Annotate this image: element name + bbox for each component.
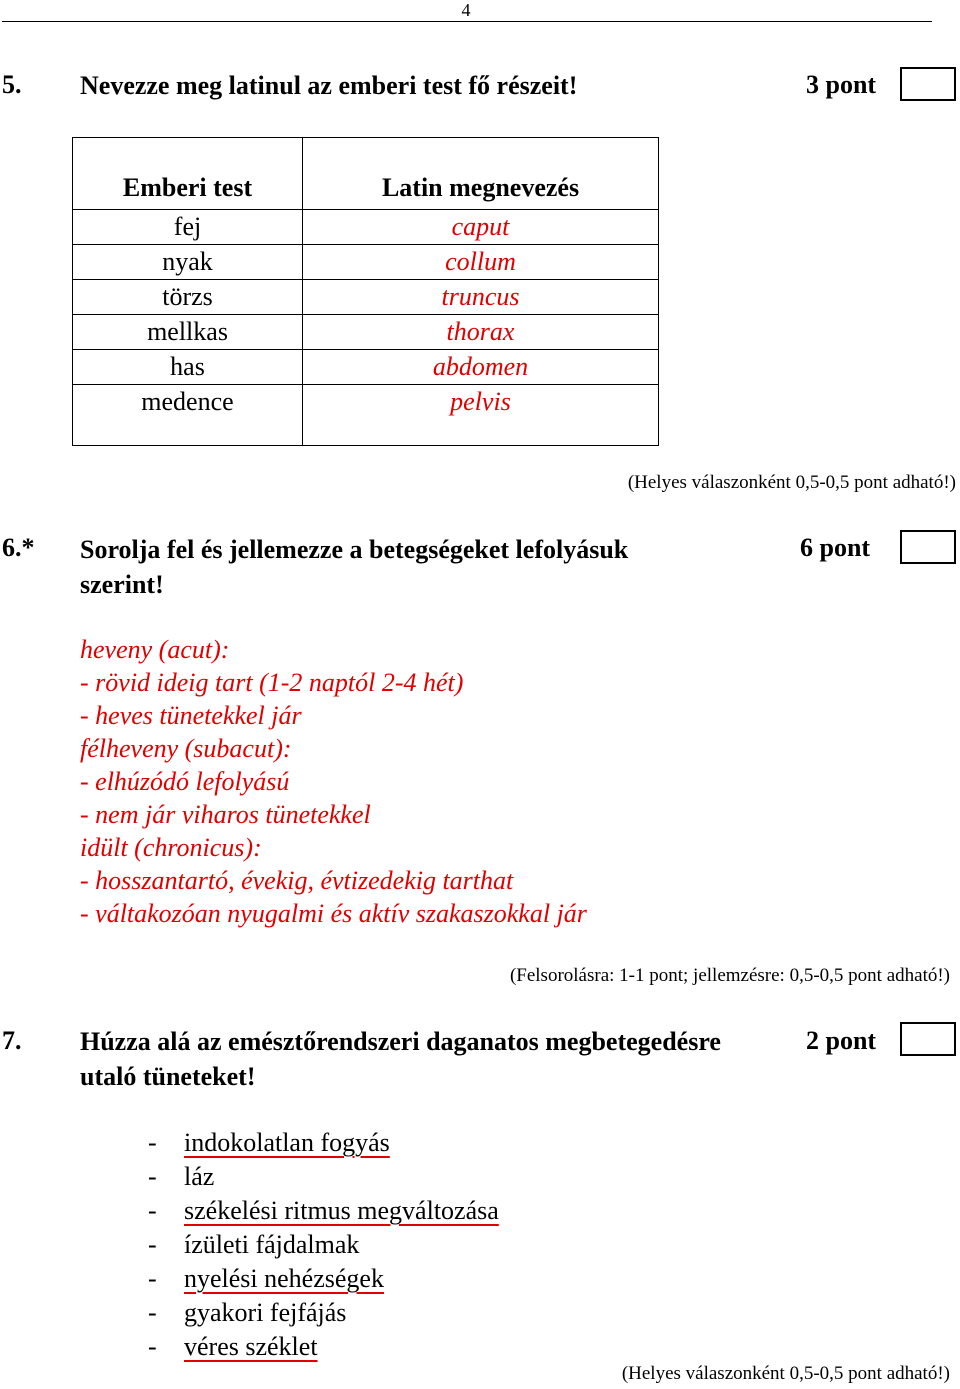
list-item[interactable]	[148, 1262, 499, 1296]
list-item[interactable]	[148, 1126, 499, 1160]
answer-line: - rövid ideig tart (1-2 naptól 2-4 hét)	[80, 668, 464, 697]
q5-number: 5.	[2, 70, 22, 99]
list-dash: -	[148, 1162, 157, 1191]
latin-name-cell: abdomen	[303, 350, 659, 385]
list-dash: -	[148, 1332, 157, 1361]
header-latin-name: Latin megnevezés	[303, 138, 659, 210]
body-part-cell: medence	[73, 385, 303, 446]
list-dash: -	[148, 1230, 157, 1259]
q7-text-line2: utaló tüneteket!	[80, 1062, 256, 1091]
table-row	[73, 280, 659, 315]
symptom-text: székelési ritmus megváltozása	[184, 1196, 499, 1225]
q6-number: 6.*	[2, 533, 35, 562]
symptom-text: ízületi fájdalmak	[184, 1230, 360, 1259]
list-dash: -	[148, 1264, 157, 1293]
latin-name-cell: caput	[303, 210, 659, 245]
list-item[interactable]	[148, 1228, 499, 1262]
q7-points: 2 pont	[806, 1026, 877, 1055]
symptom-text: véres széklet	[184, 1332, 318, 1361]
q7-scoring-note: (Helyes válaszonként 0,5-0,5 pont adható!)	[621, 1363, 950, 1384]
answer-line: idült (chronicus):	[80, 833, 262, 862]
table-row	[73, 210, 659, 245]
table-header-row	[73, 138, 659, 210]
answer-line: - nem jár viharos tünetekkel	[80, 800, 371, 829]
q6-answer-list	[80, 633, 587, 930]
table-row	[73, 350, 659, 385]
page-number: 4	[461, 0, 471, 20]
top-rule	[2, 21, 932, 22]
q6-points: 6 pont	[800, 533, 871, 562]
body-part-cell: mellkas	[73, 315, 303, 350]
answer-line: heveny (acut):	[80, 635, 230, 664]
answer-line: félheveny (subacut):	[80, 734, 292, 763]
q6-text-line1: Sorolja fel és jellemezze a betegségeket lefolyásuk	[80, 535, 629, 564]
symptom-text: nyelési nehézségek	[184, 1264, 384, 1293]
q7-number: 7.	[2, 1026, 22, 1055]
body-parts-table	[72, 137, 659, 446]
q7-score-box[interactable]	[900, 1022, 956, 1056]
symptom-text: indokolatlan fogyás	[184, 1128, 390, 1157]
q7-text-line1: Húzza alá az emésztőrendszeri daganatos megbetegedésre	[80, 1027, 721, 1056]
list-dash: -	[148, 1298, 157, 1327]
q5-points: 3 pont	[806, 70, 877, 99]
list-item[interactable]	[148, 1194, 499, 1228]
latin-name-cell: collum	[303, 245, 659, 280]
list-item[interactable]	[148, 1160, 499, 1194]
symptom-text: láz	[184, 1162, 215, 1191]
q5-score-box[interactable]	[900, 67, 956, 101]
list-item[interactable]	[148, 1296, 499, 1330]
answer-line: - elhúzódó lefolyású	[80, 767, 290, 796]
latin-name-cell: pelvis	[303, 385, 659, 446]
q6-scoring-note: (Felsorolásra: 1-1 pont; jellemzésre: 0,5-0,5 pont adható!)	[509, 965, 950, 986]
q6-score-box[interactable]	[900, 530, 956, 564]
body-part-cell: törzs	[73, 280, 303, 315]
table-row	[73, 315, 659, 350]
table-row	[73, 245, 659, 280]
q7-symptom-list	[148, 1126, 499, 1364]
body-part-cell: nyak	[73, 245, 303, 280]
answer-line: - váltakozóan nyugalmi és aktív szakaszokkal jár	[80, 899, 587, 928]
symptom-text: gyakori fejfájás	[184, 1298, 347, 1327]
list-dash: -	[148, 1196, 157, 1225]
q6-text-line2: szerint!	[80, 570, 164, 599]
body-part-cell: has	[73, 350, 303, 385]
list-dash: -	[148, 1128, 157, 1157]
latin-name-cell: truncus	[303, 280, 659, 315]
header-body-part: Emberi test	[73, 138, 303, 210]
list-item[interactable]	[148, 1330, 499, 1364]
q5-scoring-note: (Helyes válaszonként 0,5-0,5 pont adható!)	[627, 472, 956, 493]
latin-name-cell: thorax	[303, 315, 659, 350]
table-row	[73, 385, 659, 446]
answer-line: - heves tünetekkel jár	[80, 701, 302, 730]
body-part-cell: fej	[73, 210, 303, 245]
answer-line: - hosszantartó, évekig, évtizedekig tarthat	[80, 866, 514, 895]
q5-text: Nevezze meg latinul az emberi test fő részeit!	[80, 71, 578, 100]
